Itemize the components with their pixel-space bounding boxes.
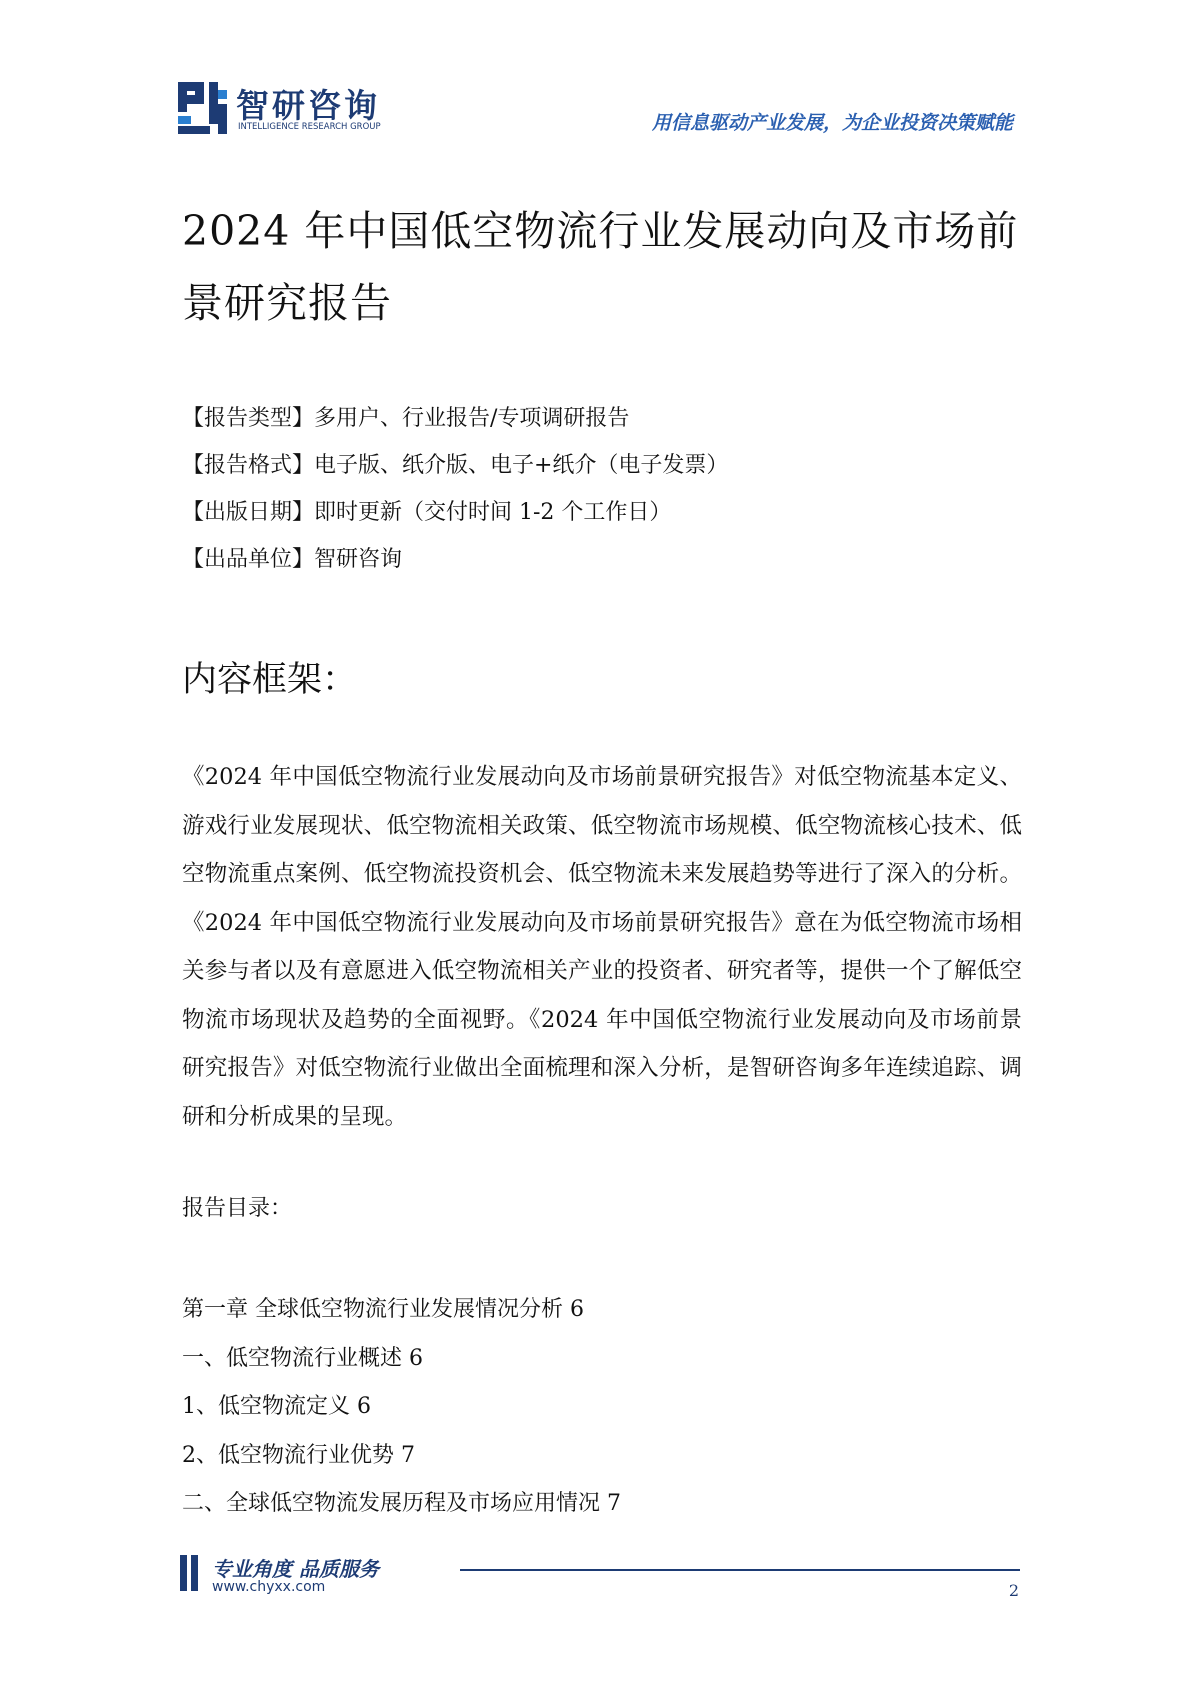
footer-bars-icon: [180, 1555, 200, 1591]
logo-mark-icon: [178, 82, 228, 134]
table-of-contents: [182, 1286, 621, 1529]
meta-report-format: 【报告格式】电子版、纸介版、电子+纸介（电子发票）: [182, 453, 729, 478]
toc-item: 二、全球低空物流发展历程及市场应用情况 7: [182, 1491, 621, 1516]
toc-item: 一、低空物流行业概述 6: [182, 1345, 423, 1371]
toc-item: 2、低空物流行业优势 7: [182, 1442, 415, 1468]
page-footer: [0, 1545, 1191, 1605]
header-slogan: 用信息驱动产业发展，为企业投资决策赋能: [651, 112, 1013, 134]
toc-label: 报告目录：: [182, 1196, 293, 1221]
meta-report-type: 【报告类型】多用户、行业报告/专项调研报告: [182, 406, 630, 431]
report-title: 2024 年中国低空物流行业发展动向及市场前景研究报告: [182, 207, 1019, 327]
intro-paragraph: 《2024 年中国低空物流行业发展动向及市场前景研究报告》对低空物流基本定义、游戏行业发展现状、低空物流相关政策、低空物流市场规模、低空物流核心技术、低空物流重点案例、低空物流投资机会、低空物流未来发展趋势等进行了深入的分析。《2024 年中国低空物流行业发展动向及市场前景研究报告》意在为低空物流市场相关参与者以及有意愿进入低空物流相关产业的投资者、研究者等，提供一个了解低空物流市场现状及趋势的全面视野。《2024 年中国低空物流行业发展动向及市场前景研究报告》对低空物流行业做出全面梳理和深入分析，是智研咨询多年连续追踪、调研和分析成果的呈现。: [182, 764, 1022, 1130]
section-heading: 内容框架：: [182, 660, 358, 700]
report-meta: [182, 395, 728, 583]
footer-url: www.chyxx.com: [212, 1579, 326, 1595]
logo-subtitle: INTELLIGENCE RESEARCH GROUP: [238, 122, 381, 132]
toc-item: 第一章 全球低空物流行业发展情况分析 6: [182, 1297, 584, 1322]
page-header: [0, 0, 1191, 150]
page-number: 2: [1008, 1581, 1019, 1600]
footer-divider: [460, 1569, 1020, 1571]
logo-name: 智研咨询: [236, 86, 380, 125]
toc-item: 1、低空物流定义 6: [182, 1394, 371, 1419]
company-logo: [178, 82, 410, 137]
footer-tagline: 专业角度 品质服务: [212, 1557, 379, 1581]
meta-publish-date: 【出版日期】即时更新（交付时间 1-2 个工作日）: [182, 500, 672, 525]
meta-publisher: 【出品单位】智研咨询: [182, 547, 403, 572]
